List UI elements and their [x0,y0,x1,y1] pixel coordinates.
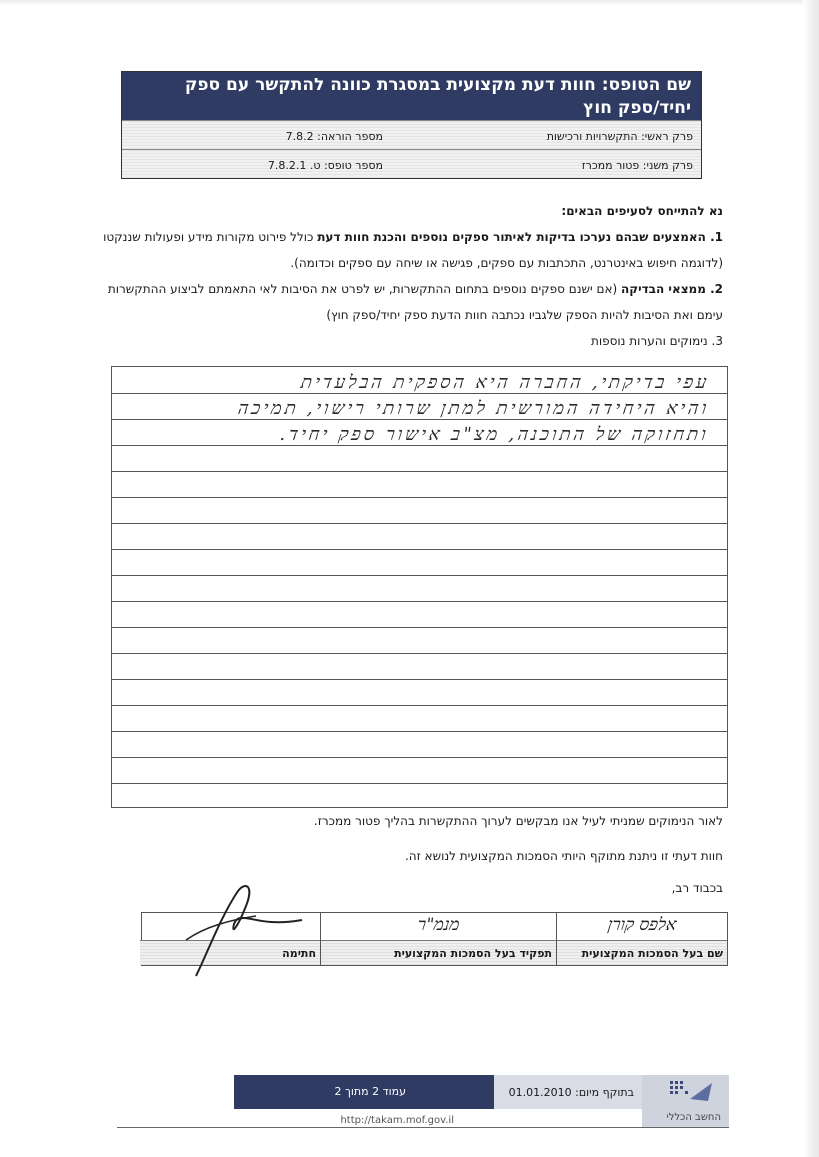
closing-statement: חוות דעתי זו ניתנת מתוקף היותי הסמכות המקצועית לנושא זה. [404,849,723,863]
footer-bottom-rule [117,1127,729,1128]
logo-text: החשב הכללי [666,1112,721,1123]
accountant-general-logo [642,1075,729,1127]
instruction-number: מספר הוראה: 7.8.2 [285,130,383,143]
instructions-heading: נא להתייחס לסעיפים הבאים: [561,204,723,218]
handwritten-signature [176,876,306,986]
closing-regards: בכבוד רב, [671,881,723,895]
form-title: שם הטופס: חוות דעת מקצועית במסגרת כוונה להתקשר עם ספק יחיד/ספק חוץ [122,72,701,120]
sub-chapter: פרק משני: פטור ממכרז [581,159,693,172]
notes-rule-line [112,731,727,732]
footer-page-bar [234,1075,494,1109]
notes-rule-line [112,445,727,446]
closing-request: לאור הנימוקים שמניתי לעיל אנו מבקשים לערוך ההתקשרות בהליך פטור ממכרז. [313,814,723,828]
instruction-item-2 [83,276,723,328]
notes-rule-line [112,549,727,550]
instructions [83,198,723,354]
name-label: שם בעל הסמכות המקצועית [557,940,727,965]
notes-rule-line [112,783,727,784]
page-footer [117,1075,729,1127]
role-value: מנמ"ר [416,915,461,935]
notes-rule-line [112,471,727,472]
notes-rule-line [112,497,727,498]
role-label: תפקיד בעל הסמכות המקצועית [321,940,556,965]
handwritten-line-1: עפי בדיקתי, החברה היא הספקית הבלעדית [299,372,711,393]
item2-text: (אם ישנם ספקים נוספים בתחום ההתקשרות, יש לפרט את הסיבות לאי התאמתם לביצוע ההתקשרות עימם ואת הסיבות להיות הספק שלגביו נכתבה חוות הדעת ספק יחיד/ספק חוץ) [107,282,723,322]
role-cell[interactable] [320,913,556,965]
name-value: אלפס קורן [606,915,678,935]
item1-bold: 1. האמצעים שבהם נערכו בדיקות לאיתור ספקים נוספים והכנת חוות דעת [317,230,723,244]
notes-rule-line [112,627,727,628]
notes-rule-line [112,523,727,524]
meta-row-chapter [122,120,701,149]
notes-rule-line [112,393,727,394]
instruction-item-1 [83,224,723,276]
item1-text: כולל פירוט מקורות מידע ופעולות שננקטו (לדוגמה חיפוש באינטרנט, התכתבות עם ספקים, פגישה או שיחה עם ספקים וכדומה). [103,230,723,270]
scan-top-edge [0,0,819,6]
footer-valid-bar [494,1075,642,1109]
handwritten-line-3: ותחזוקה של התוכנה, מצ"ב אישור ספק יחיד. [278,424,711,445]
notes-rule-line [112,757,727,758]
form-header [121,71,702,179]
main-chapter: פרק ראשי: התקשרויות ורכישות [546,130,693,143]
scan-right-edge [803,0,819,1157]
notes-rule-line [112,419,727,420]
notes-rule-line [112,653,727,654]
instruction-item-3: 3. נימוקים והערות נוספות [590,334,723,348]
notes-rule-line [112,575,727,576]
signature-label: חתימה [140,940,320,965]
meta-row-subchapter [122,149,701,178]
footer-url[interactable]: http://takam.mof.gov.il [340,1115,454,1126]
item2-bold: 2. ממצאי הבדיקה [621,282,723,296]
name-cell[interactable] [556,913,727,965]
notes-rule-line [112,601,727,602]
notes-rule-line [112,679,727,680]
footer-valid-from: בתוקף מיום: 01.01.2010 [508,1086,634,1099]
form-number: מספר טופס: ט. 7.8.2.1 [267,159,383,172]
footer-page: עמוד 2 מתוך 2 [334,1085,406,1098]
handwritten-line-2: והיא היחידה המורשית למתן שרותי רישוי, תמיכה [236,398,711,419]
notes-rule-line [112,705,727,706]
